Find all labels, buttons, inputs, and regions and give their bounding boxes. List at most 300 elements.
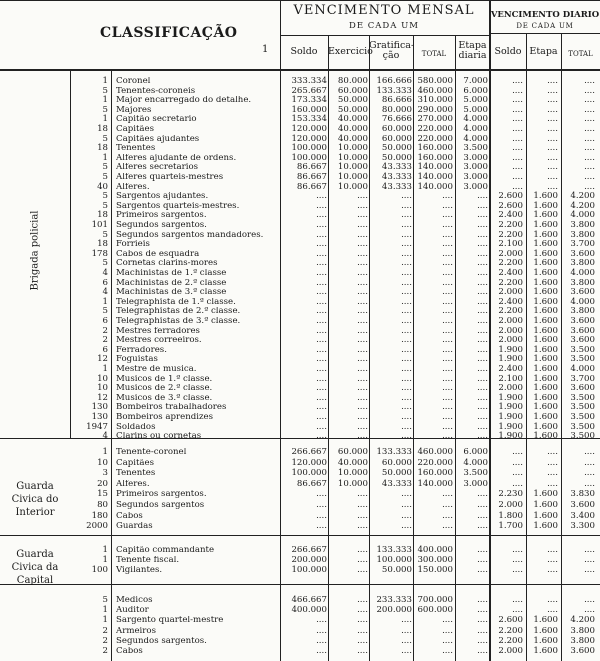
cell-total-diario: 3.800 <box>570 258 595 269</box>
cell-qty: 18 <box>97 239 108 250</box>
cell-description: Sargentos quarteis-mestres. <box>116 201 240 211</box>
cell-soldo-diario: .... <box>512 478 523 489</box>
cell-description: Cabos <box>116 511 143 521</box>
cell-soldo: 86.667 <box>296 162 327 173</box>
cell-total-diario: 3.500 <box>570 431 595 442</box>
cell-exercicio: 50.000 <box>337 104 368 115</box>
cell-qty: 6 <box>102 344 108 355</box>
cell-etapa: 1.600 <box>533 316 558 326</box>
cell-etapa-diaria: .... <box>477 555 488 566</box>
cell-description: Tenente-coronel <box>116 448 187 457</box>
cell-etapa-diaria: 7.000 <box>463 76 488 86</box>
cell-total-mensal: 160.000 <box>417 468 453 479</box>
cell-total-mensal: 140.000 <box>417 162 453 173</box>
cell-description: Mestre de musica. <box>116 365 197 374</box>
cell-soldo: .... <box>316 248 327 259</box>
cell-soldo: 120.000 <box>291 124 327 134</box>
cell-soldo-diario: .... <box>512 565 523 576</box>
cell-etapa: .... <box>547 114 558 125</box>
cell-exercicio: 50.000 <box>337 95 368 106</box>
vencimento-diario-sub: DE CADA UM <box>516 22 574 30</box>
cell-etapa-diaria: .... <box>477 412 488 422</box>
cell-etapa-diaria: .... <box>477 500 488 510</box>
cell-etapa-diaria: 3.500 <box>463 143 488 154</box>
cell-total-diario: 3.600 <box>570 325 595 336</box>
cell-total-mensal: .... <box>442 421 453 432</box>
cell-qty: 1 <box>102 545 108 555</box>
cell-qty: 1 <box>102 555 108 566</box>
cell-gratificacao: .... <box>401 521 412 532</box>
table-row <box>0 627 600 636</box>
cell-etapa: 1.600 <box>533 287 558 298</box>
cell-soldo-diario: 2.400 <box>498 296 523 307</box>
cell-etapa-diaria: 5.000 <box>463 95 488 106</box>
cell-qty: 1 <box>102 152 108 163</box>
cell-etapa: .... <box>547 545 558 555</box>
cell-etapa: 1.600 <box>533 431 558 442</box>
cell-total-diario: .... <box>584 143 595 154</box>
cell-soldo: 100.000 <box>291 565 327 576</box>
cell-gratificacao: 233.333 <box>376 595 412 605</box>
col-header-exercicio: Exercicio <box>328 46 373 57</box>
cell-etapa-diaria: .... <box>477 220 488 230</box>
cell-total-mensal: .... <box>442 258 453 269</box>
cell-etapa: 1.600 <box>533 364 558 374</box>
cell-total-mensal: 270.000 <box>417 114 453 125</box>
cell-soldo-diario: 2.200 <box>498 229 523 240</box>
cell-total-mensal: .... <box>442 625 453 636</box>
cell-exercicio: .... <box>357 615 368 626</box>
cell-etapa-diaria: 4.000 <box>463 457 488 468</box>
cell-soldo-diario: .... <box>512 447 523 457</box>
cell-soldo-diario: .... <box>512 605 523 616</box>
cell-soldo-diario: 2.200 <box>498 306 523 317</box>
cell-total-diario: 3.800 <box>570 229 595 240</box>
table-row <box>0 637 600 646</box>
cell-total-mensal: .... <box>442 354 453 365</box>
table-row <box>0 336 600 345</box>
cell-total-mensal: .... <box>442 500 453 510</box>
cell-description: Segundos sargentos <box>116 501 205 510</box>
cell-qty: 1 <box>102 114 108 125</box>
cell-etapa: 1.600 <box>533 306 558 317</box>
cell-exercicio: .... <box>357 373 368 384</box>
cell-soldo: .... <box>316 220 327 230</box>
cell-exercicio: 60.000 <box>337 85 368 96</box>
vencimento-mensal-sub: DE CADA UM <box>349 21 419 31</box>
cell-etapa-diaria: .... <box>477 335 488 346</box>
cell-total-diario: 4.000 <box>570 210 595 221</box>
cell-exercicio: 40.000 <box>337 114 368 125</box>
cell-soldo-diario: 2.000 <box>498 287 523 298</box>
cell-qty: 20 <box>97 478 108 489</box>
cell-total-diario: .... <box>584 85 595 96</box>
cell-etapa: 1.600 <box>533 392 558 403</box>
cell-etapa-diaria: 6.000 <box>463 447 488 457</box>
cell-total-mensal: .... <box>442 220 453 230</box>
cell-total-mensal: .... <box>442 210 453 221</box>
cell-exercicio: .... <box>357 239 368 250</box>
cell-total-diario: .... <box>584 468 595 479</box>
cell-gratificacao: .... <box>401 383 412 394</box>
cell-soldo: .... <box>316 229 327 240</box>
cell-description: Alferes. <box>116 182 150 192</box>
cell-gratificacao: 43.333 <box>381 478 412 489</box>
cell-total-mensal: 580.000 <box>417 76 453 86</box>
cell-exercicio: .... <box>357 325 368 336</box>
cell-gratificacao: .... <box>401 287 412 298</box>
cell-gratificacao: 60.000 <box>381 124 412 134</box>
cell-etapa: .... <box>547 133 558 144</box>
cell-soldo: .... <box>316 325 327 336</box>
table-row <box>0 490 600 499</box>
cell-etapa: 1.600 <box>533 402 558 413</box>
table-row <box>0 501 600 510</box>
cell-soldo-diario: 1.900 <box>498 344 523 355</box>
cell-total-diario: 3.500 <box>570 344 595 355</box>
cell-gratificacao: 50.000 <box>381 143 412 154</box>
cell-description: Clarins ou cornetas <box>116 432 202 442</box>
cell-description: Capitão secretario <box>116 115 197 125</box>
cell-total-diario: .... <box>584 124 595 134</box>
table-row <box>0 173 600 182</box>
cell-soldo-diario: .... <box>512 152 523 163</box>
cell-soldo: 266.667 <box>291 545 327 555</box>
cell-etapa: 1.600 <box>533 296 558 307</box>
cell-etapa-diaria: .... <box>477 565 488 576</box>
cell-exercicio: .... <box>357 431 368 442</box>
cell-soldo-diario: .... <box>512 595 523 605</box>
cell-soldo-diario: .... <box>512 457 523 468</box>
cell-qty: 178 <box>91 248 108 259</box>
cell-total-mensal: .... <box>442 316 453 326</box>
cell-total-mensal: .... <box>442 392 453 403</box>
cell-exercicio: .... <box>357 344 368 355</box>
cell-soldo-diario: 2.200 <box>498 258 523 269</box>
cell-gratificacao: .... <box>401 510 412 521</box>
cell-qty: 5 <box>102 306 108 317</box>
cell-etapa: 1.600 <box>533 615 558 626</box>
table-row <box>0 288 600 297</box>
cell-gratificacao: .... <box>401 402 412 413</box>
cell-total-diario: .... <box>584 605 595 616</box>
cell-description: Sargentos ajudantes. <box>116 192 209 202</box>
cell-qty: 2 <box>102 625 108 636</box>
cell-total-mensal: .... <box>442 635 453 646</box>
cell-qty: 6 <box>102 316 108 326</box>
cell-description: Alferes quarteis-mestres <box>116 173 224 182</box>
cell-soldo: .... <box>316 354 327 365</box>
cell-total-mensal: .... <box>442 402 453 413</box>
cell-total-mensal: 160.000 <box>417 152 453 163</box>
cell-gratificacao: .... <box>401 489 412 500</box>
cell-soldo: .... <box>316 500 327 510</box>
col-header-soldo-diario: Soldo <box>494 46 522 57</box>
cell-qty: 180 <box>91 510 108 521</box>
cell-soldo: 160.000 <box>291 104 327 115</box>
cell-soldo-diario: 2.200 <box>498 277 523 288</box>
cell-exercicio: 10.000 <box>337 162 368 173</box>
cell-qty: 5 <box>102 258 108 269</box>
cell-description: Vigilantes. <box>116 566 163 576</box>
cell-soldo: .... <box>316 646 327 656</box>
cell-qty: 5 <box>102 172 108 182</box>
cell-gratificacao: 76.666 <box>381 114 412 125</box>
cell-total-diario: 3.500 <box>570 421 595 432</box>
cell-exercicio: .... <box>357 210 368 221</box>
cell-soldo-diario: .... <box>512 114 523 125</box>
table-row <box>0 566 600 575</box>
cell-total-diario: .... <box>584 565 595 576</box>
cell-etapa: .... <box>547 565 558 576</box>
cell-total-diario: .... <box>584 104 595 115</box>
cell-soldo: 86.667 <box>296 181 327 192</box>
cell-soldo-diario: .... <box>512 468 523 479</box>
cell-soldo-diario: 2.100 <box>498 239 523 250</box>
cell-soldo: .... <box>316 383 327 394</box>
cell-etapa: 1.600 <box>533 625 558 636</box>
cell-description: Primeiros sargentos. <box>116 211 207 221</box>
cell-soldo: .... <box>316 210 327 221</box>
cell-etapa: 1.600 <box>533 412 558 422</box>
cell-exercicio: 10.000 <box>337 152 368 163</box>
cell-qty: 10 <box>97 373 108 384</box>
cell-etapa-diaria: .... <box>477 364 488 374</box>
cell-etapa-diaria: 3.000 <box>463 152 488 163</box>
cell-total-diario: 4.200 <box>570 191 595 202</box>
cell-total-diario: 3.600 <box>570 287 595 298</box>
cell-etapa-diaria: .... <box>477 402 488 413</box>
cell-etapa-diaria: .... <box>477 229 488 240</box>
cell-etapa-diaria: .... <box>477 595 488 605</box>
cell-soldo: 200.000 <box>291 555 327 566</box>
cell-description: Tenentes <box>116 469 156 479</box>
cell-total-mensal: .... <box>442 489 453 500</box>
cell-exercicio: .... <box>357 392 368 403</box>
table-row <box>0 144 600 153</box>
cell-qty: 1947 <box>86 421 108 432</box>
cell-description: Mestres ferradores <box>116 326 200 336</box>
cell-total-mensal: 460.000 <box>417 85 453 96</box>
cell-description: Telegraphista de 1.ª classe. <box>116 297 236 307</box>
cell-etapa-diaria: .... <box>477 545 488 555</box>
cell-etapa: 1.600 <box>533 521 558 532</box>
table-row <box>0 317 600 326</box>
cell-soldo-diario: 2.000 <box>498 325 523 336</box>
cell-total-mensal: .... <box>442 412 453 422</box>
col-header-soldo: Soldo <box>290 46 318 57</box>
cell-total-mensal: 140.000 <box>417 172 453 182</box>
cell-total-diario: .... <box>584 152 595 163</box>
cell-etapa: 1.600 <box>533 373 558 384</box>
cell-total-mensal: .... <box>442 239 453 250</box>
cell-soldo: .... <box>316 258 327 269</box>
section-label-brigada: Brigada policial <box>29 210 41 291</box>
cell-description: Ferradores. <box>116 345 167 355</box>
section-label-guarda-interior: Guarda Civica do Interior <box>11 481 59 518</box>
cell-total-diario: .... <box>584 545 595 555</box>
cell-qty: 1 <box>102 615 108 626</box>
cell-total-diario: 3.500 <box>570 392 595 403</box>
cell-gratificacao: .... <box>401 431 412 442</box>
cell-etapa-diaria: .... <box>477 615 488 626</box>
cell-exercicio: .... <box>357 383 368 394</box>
cell-etapa-diaria: 3.000 <box>463 162 488 173</box>
cell-total-diario: 3.500 <box>570 402 595 413</box>
cell-soldo-diario: 2.200 <box>498 635 523 646</box>
col-header-gratificacao: Gratifica- ção <box>369 40 415 61</box>
cell-soldo-diario: 2.400 <box>498 364 523 374</box>
cell-total-diario: 3.600 <box>570 383 595 394</box>
cell-qty: 3 <box>102 468 108 479</box>
cell-total-mensal: .... <box>442 325 453 336</box>
cell-soldo-diario: .... <box>512 76 523 86</box>
cell-gratificacao: .... <box>401 316 412 326</box>
cell-qty: 5 <box>102 191 108 202</box>
cell-total-diario: .... <box>584 114 595 125</box>
cell-gratificacao: .... <box>401 191 412 202</box>
cell-gratificacao: .... <box>401 335 412 346</box>
cell-description: Primeiros sargentos. <box>116 490 207 500</box>
cell-etapa: .... <box>547 85 558 96</box>
cell-soldo: .... <box>316 489 327 500</box>
cell-description: Forrieis <box>116 240 150 250</box>
cell-soldo-diario: 2.230 <box>498 489 523 500</box>
cell-total-mensal: 220.000 <box>417 457 453 468</box>
footnote-mark: 1 <box>262 44 269 55</box>
cell-gratificacao: .... <box>401 625 412 636</box>
cell-exercicio: .... <box>357 354 368 365</box>
cell-description: Cornetas clarins-mores <box>116 259 218 269</box>
cell-description: Alferes ajudante de ordens. <box>116 153 237 163</box>
cell-gratificacao: 200.000 <box>376 605 412 616</box>
cell-qty: 5 <box>102 85 108 96</box>
cell-etapa-diaria: .... <box>477 431 488 442</box>
cell-exercicio: 10.000 <box>337 478 368 489</box>
cell-qty: 15 <box>97 489 108 500</box>
cell-etapa: .... <box>547 124 558 134</box>
cell-description: Armeiros <box>116 626 156 636</box>
cell-total-mensal: 290.000 <box>417 104 453 115</box>
cell-soldo: 466.667 <box>291 595 327 605</box>
cell-etapa: 1.600 <box>533 489 558 500</box>
section-label-guarda-capital: Guarda Civica da Capital <box>11 549 59 586</box>
cell-soldo: .... <box>316 364 327 374</box>
table-row <box>0 269 600 278</box>
cell-exercicio: .... <box>357 220 368 230</box>
cell-total-mensal: 150.000 <box>417 565 453 576</box>
cell-total-mensal: .... <box>442 191 453 202</box>
cell-gratificacao: 166.666 <box>376 76 412 86</box>
cell-qty: 80 <box>97 500 108 510</box>
col-header-etapa-diaria: Etapa diaria <box>458 40 487 61</box>
table-row <box>0 480 600 489</box>
cell-gratificacao: .... <box>401 412 412 422</box>
cell-exercicio: .... <box>357 421 368 432</box>
cell-qty: 1 <box>102 605 108 616</box>
cell-etapa-diaria: 3.000 <box>463 181 488 192</box>
cell-total-mensal: .... <box>442 287 453 298</box>
cell-etapa: .... <box>547 457 558 468</box>
cell-description: Machinistas de 2.ª classe <box>116 278 227 288</box>
cell-qty: 5 <box>102 595 108 605</box>
cell-soldo: .... <box>316 306 327 317</box>
cell-etapa-diaria: .... <box>477 510 488 521</box>
cell-etapa-diaria: .... <box>477 325 488 336</box>
cell-description: Segundos sargentos. <box>116 221 207 230</box>
cell-etapa: .... <box>547 143 558 154</box>
vencimento-mensal-title: VENCIMENTO MENSAL <box>293 3 475 18</box>
cell-description: Guardas <box>116 522 153 532</box>
cell-etapa: 1.600 <box>533 268 558 278</box>
table-row <box>0 546 600 555</box>
cell-etapa-diaria: .... <box>477 625 488 636</box>
cell-total-diario: .... <box>584 595 595 605</box>
cell-exercicio: 10.000 <box>337 468 368 479</box>
cell-qty: 18 <box>97 210 108 221</box>
cell-description: Majores <box>116 105 152 115</box>
cell-soldo-diario: 2.200 <box>498 625 523 636</box>
cell-gratificacao: 86.666 <box>381 95 412 106</box>
cell-soldo: .... <box>316 344 327 355</box>
cell-exercicio: 10.000 <box>337 172 368 182</box>
cell-etapa-diaria: .... <box>477 210 488 221</box>
cell-qty: 5 <box>102 162 108 173</box>
cell-qty: 1 <box>102 364 108 374</box>
cell-gratificacao: .... <box>401 229 412 240</box>
cell-total-mensal: .... <box>442 277 453 288</box>
cell-gratificacao: .... <box>401 635 412 646</box>
cell-total-diario: .... <box>584 95 595 106</box>
cell-gratificacao: .... <box>401 373 412 384</box>
cell-qty: 2 <box>102 335 108 346</box>
cell-soldo-diario: 2.100 <box>498 373 523 384</box>
cell-exercicio: .... <box>357 595 368 605</box>
cell-description: Capitães ajudantes <box>116 134 200 144</box>
cell-soldo: 173.334 <box>291 95 327 106</box>
cell-total-mensal: 460.000 <box>417 447 453 457</box>
cell-total-mensal: .... <box>442 615 453 626</box>
cell-soldo-diario: 1.800 <box>498 510 523 521</box>
cell-gratificacao: .... <box>401 220 412 230</box>
cell-total-diario: .... <box>584 457 595 468</box>
table-row <box>0 125 600 134</box>
cell-soldo-diario: .... <box>512 172 523 182</box>
cell-total-mensal: 220.000 <box>417 124 453 134</box>
cell-total-diario: 3.700 <box>570 239 595 250</box>
cell-soldo-diario: .... <box>512 162 523 173</box>
cell-gratificacao: .... <box>401 248 412 259</box>
cell-etapa: 1.600 <box>533 325 558 336</box>
cell-etapa: .... <box>547 104 558 115</box>
cell-qty: 5 <box>102 104 108 115</box>
cell-soldo-diario: 1.900 <box>498 431 523 442</box>
cell-qty: 5 <box>102 200 108 211</box>
col-header-total-diario: TOTAL <box>568 50 593 58</box>
cell-total-diario: 3.800 <box>570 220 595 230</box>
cell-soldo-diario: 2.200 <box>498 220 523 230</box>
cell-soldo-diario: 2.600 <box>498 191 523 202</box>
cell-total-diario: 4.200 <box>570 200 595 211</box>
cell-soldo: .... <box>316 521 327 532</box>
cell-total-diario: 3.800 <box>570 635 595 646</box>
cell-soldo: .... <box>316 335 327 346</box>
cell-soldo: .... <box>316 316 327 326</box>
cell-qty: 1 <box>102 447 108 457</box>
cell-description: Capitães <box>116 458 155 468</box>
cell-exercicio: .... <box>357 412 368 422</box>
cell-soldo-diario: 2.000 <box>498 646 523 656</box>
